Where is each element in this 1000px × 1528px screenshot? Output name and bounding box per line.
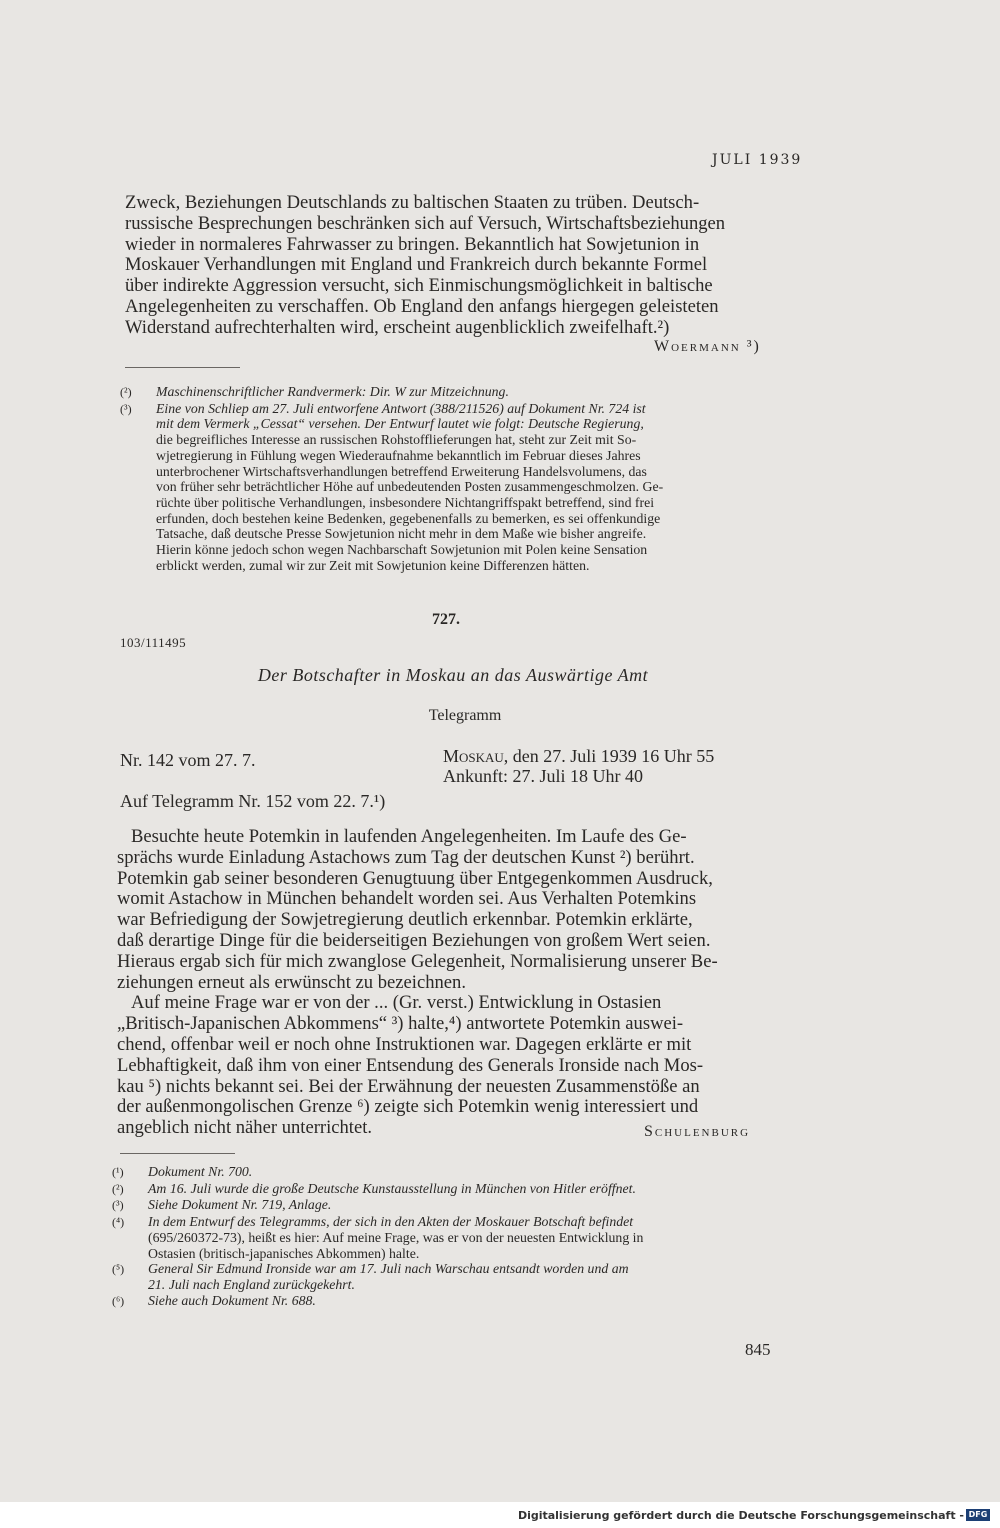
footnote-marker: (⁶): [112, 1293, 125, 1308]
text-line: Moskauer Verhandlungen mit England und Frankreich durch bekannte Formel: [125, 254, 708, 276]
text-line: kau ⁵) nichts bekannt sei. Bei der Erwähnung der neuesten Zusammenstöße an: [117, 1075, 700, 1097]
footnote: [112, 1181, 802, 1198]
archive-reference: 103/111495: [120, 635, 187, 650]
footnote: [112, 1197, 802, 1214]
footnote: [112, 1214, 802, 1261]
page-number: 845: [745, 1340, 771, 1359]
signature-schulenburg: Schulenburg: [644, 1123, 751, 1140]
document-title: Der Botschafter in Moskau an das Auswärtige Amt: [257, 665, 649, 685]
text-line: war Befriedigung der Sowjetregierung deutlich erkennbar. Potemkin erklärte,: [117, 909, 693, 931]
footnote-line: von früher sehr beträchtlicher Höhe auf unbedeutenden Posten zusammengeschmolzen. Ge-: [156, 479, 664, 495]
signature-woermann: Woermann ³): [654, 338, 761, 355]
origin-line: [443, 746, 714, 767]
footnote-marker: (³): [120, 401, 132, 416]
footnote-line: In dem Entwurf des Telegramms, der sich in den Akten der Moskauer Botschaft befindet: [148, 1214, 634, 1230]
top-footnotes: [120, 384, 800, 573]
footnote-line: rüchte über politische Verhandlungen, insbesondere Nichtangriffspakt betreffend, sind frei: [156, 494, 655, 510]
text-line: wieder in normaleres Fahrwasser zu bringen. Bekanntlich hat Sowjetunion in: [125, 233, 700, 255]
footnote-marker: (²): [120, 385, 132, 399]
footnote-line: Ostasien (britisch-japanisches Abkommen) halte.: [148, 1245, 420, 1261]
document-type: Telegramm: [428, 707, 502, 724]
footnote: [120, 401, 800, 574]
text-line: angeblich nicht näher unterrichtet.: [117, 1117, 373, 1139]
footnote-line: erfunden, doch bestehen keine Bedenken, gegebenenfalls zu bemerken, es sei offenkundige: [156, 510, 661, 526]
origin-datetime: , den 27. Juli 1939 16 Uhr 55: [503, 746, 715, 766]
footnote-marker: (³): [112, 1198, 124, 1213]
telegram-number: Nr. 142 vom 27. 7.: [120, 750, 256, 770]
footnote-line: Tatsache, daß deutsche Presse Sowjetunion nicht mehr in dem Maße wie bisher angreife.: [156, 526, 647, 542]
text-line: sprächs wurde Einladung Astachows zum Tag der deutschen Kunst ²) berührt.: [117, 846, 695, 868]
footnote-line: Siehe auch Dokument Nr. 688.: [148, 1292, 316, 1308]
footnote-line: mit dem Vermerk „Cessat“ versehen. Der Entwurf lautet wie folgt: Deutsche Regierung,: [156, 416, 644, 432]
text-line: ziehungen erneut als erwünscht zu bezeichnen.: [117, 971, 466, 993]
footnote-line: erblickt werden, zumal wir zur Zeit mit Sowjetunion keine Differenzen hätten.: [156, 557, 590, 573]
footnote-divider: [120, 1153, 235, 1154]
telegram-body: [117, 827, 787, 1139]
origin-city: Moskau: [443, 746, 504, 766]
footnote-line: unterbrochener Wirtschaftsverhandlungen betreffend Erweiterung Handelsvolumens, das: [156, 463, 647, 479]
footnote-line: Siehe Dokument Nr. 719, Anlage.: [148, 1197, 332, 1213]
running-head: JULI 1939: [712, 152, 803, 168]
footnote-line: Hierin könne jedoch schon wegen Nachbarschaft Sowjetunion mit Polen keine Sensation: [156, 542, 648, 558]
text-line: über indirekte Aggression versucht, sich Einmischungsmöglichkeit in baltische: [125, 275, 713, 297]
text-line: Zweck, Beziehungen Deutschlands zu baltischen Staaten zu trüben. Deutsch-: [125, 192, 700, 213]
text-line: chend, offenbar weil er noch ohne Instruktionen war. Dagegen erklärte er mit: [117, 1033, 692, 1055]
text-line: russische Besprechungen beschränken sich auf Versuch, Wirtschaftsbeziehungen: [125, 212, 726, 234]
footnote: [112, 1261, 802, 1292]
text-line: Lebhaftigkeit, daß ihm von einer Entsendung des Generals Ironside nach Mos-: [117, 1054, 704, 1076]
footnote-line: die begreifliches Interesse an russischen Rohstofflieferungen hat, steht zur Zeit mit So-: [156, 432, 637, 448]
text-line: Angelegenheiten zu verschaffen. Ob England den anfangs hiergegen geleisteten: [125, 295, 719, 317]
footnote-marker: (²): [112, 1181, 124, 1196]
text-line: daß derartige Dinge für die beiderseitigen Beziehungen von großem Wert seien.: [117, 929, 711, 951]
text-line: Auf meine Frage war er von der ... (Gr. verst.) Entwicklung in Ostasien: [131, 992, 662, 1014]
footnote-line: wjetregierung in Fühlung wegen Wiederaufnahme bekanntlich im Februar dieses Jahres: [156, 447, 641, 463]
footnote-line: Maschinenschriftlicher Randvermerk: Dir. W zur Mitzeichnung.: [156, 384, 509, 399]
text-line: Besuchte heute Potemkin in laufenden Angelegenheiten. Im Laufe des Ge-: [131, 826, 687, 847]
footnote-marker: (⁴): [112, 1215, 125, 1230]
footnote-line: (695/260372-73), heißt es hier: Auf meine Frage, was er von der neuesten Entwicklung in: [148, 1229, 644, 1245]
footnote-marker: (¹): [112, 1165, 124, 1179]
footnote-line: General Sir Edmund Ironside war am 17. Juli nach Warschau entsandt worden und am: [148, 1261, 629, 1277]
text-line: „Britisch-Japanischen Abkommens“ ³) halte,⁴) antwortete Potemkin auswei-: [117, 1013, 684, 1035]
text-line: Widerstand aufrechterhalten wird, erscheint augenblicklich zweifelhaft.²): [125, 316, 670, 338]
document-number: 727.: [432, 611, 460, 628]
telegram-reference: Auf Telegramm Nr. 152 vom 22. 7.¹): [120, 791, 386, 811]
credit-text: Digitalisierung gefördert durch die Deutsche Forschungsgemeinschaft -: [517, 1509, 964, 1522]
text-line: der außenmongolischen Grenze ⁶) zeigte sich Potemkin wenig interessiert und: [117, 1096, 699, 1118]
footnote-line: Eine von Schliep am 27. Juli entworfene Antwort (388/211526) auf Dokument Nr. 724 ist: [156, 400, 646, 416]
text-line: Potemkin gab seiner besonderen Genugtuung über Entgegenkommen Ausdruck,: [117, 867, 713, 889]
footnote: [120, 384, 800, 401]
text-line: womit Astachow in München behandelt worden sei. Aus Verhalten Potemkins: [117, 888, 697, 910]
footnote-line: Am 16. Juli wurde die große Deutsche Kunstausstellung in München von Hitler eröffnet.: [148, 1180, 636, 1196]
footnote: [112, 1164, 802, 1181]
dfg-logo-icon: DFG: [966, 1509, 990, 1521]
footnote: [112, 1293, 802, 1310]
top-paragraph: [125, 193, 791, 339]
bottom-footnotes: [112, 1164, 802, 1309]
footnote-line: 21. Juli nach England zurückgekehrt.: [148, 1276, 355, 1292]
footnote-line: Dokument Nr. 700.: [148, 1164, 253, 1179]
arrival-line: Ankunft: 27. Juli 18 Uhr 40: [443, 766, 643, 786]
footnote-divider: [125, 367, 240, 368]
text-line: Hieraus ergab sich für mich zwanglose Gelegenheit, Normalisierung unserer Be-: [117, 950, 718, 972]
footnote-marker: (⁵): [112, 1262, 125, 1277]
